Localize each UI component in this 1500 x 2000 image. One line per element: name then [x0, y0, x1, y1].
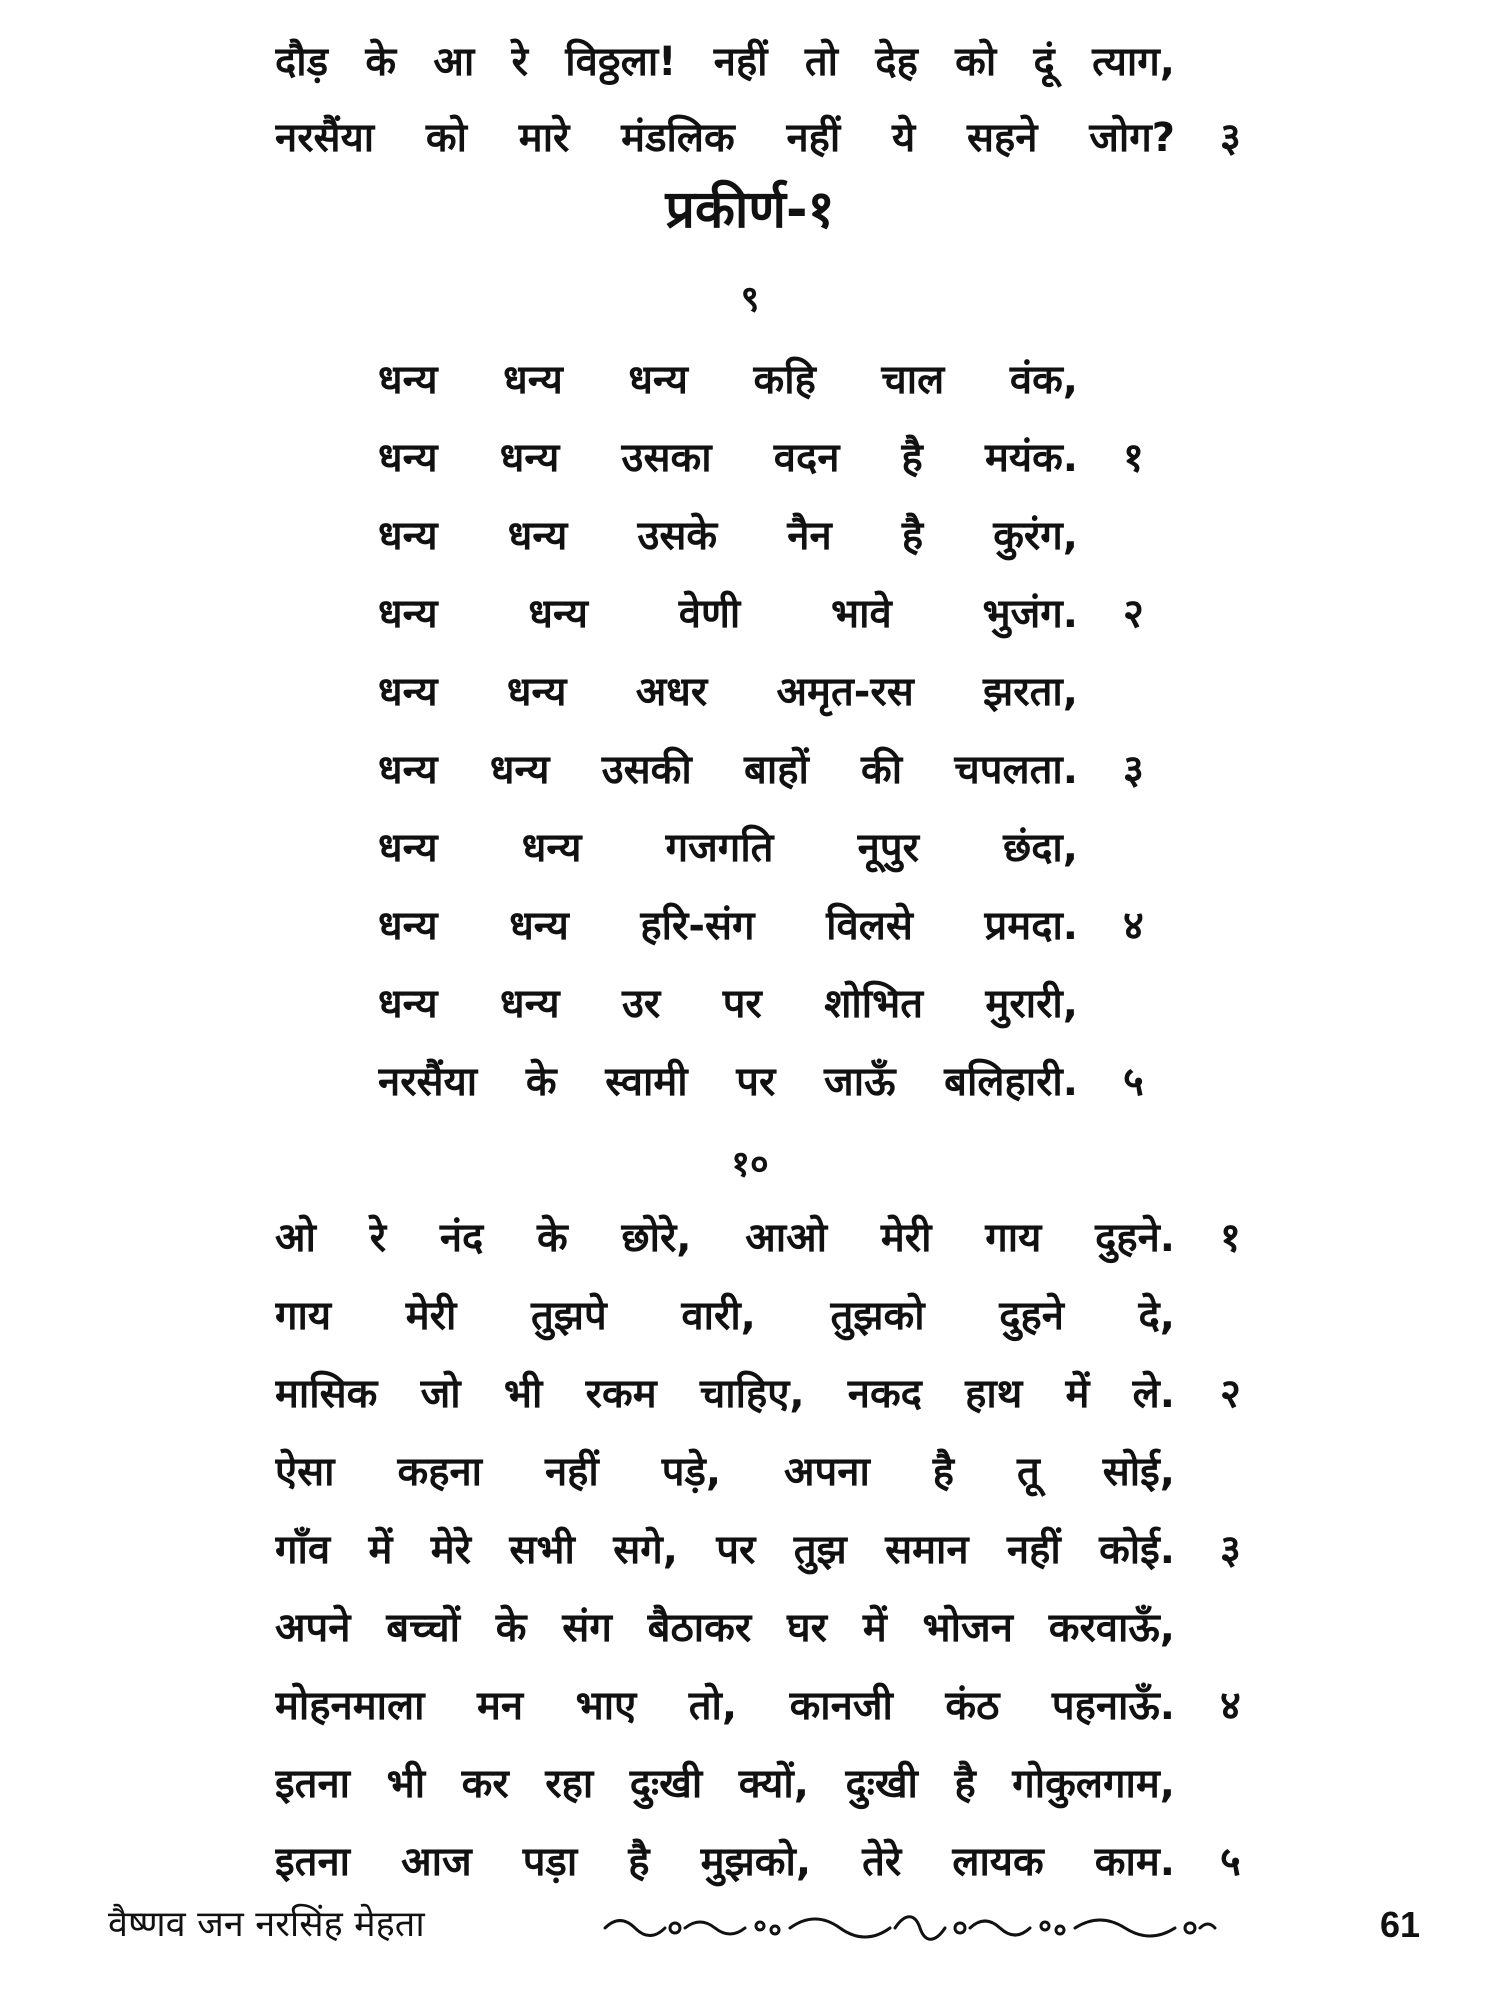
verse-number: ४: [1123, 903, 1144, 949]
verse-text: गाय मेरी तुझपे वारी, तुझको दुहने दे,: [275, 1293, 1175, 1339]
verse-line: [378, 584, 1144, 644]
verse-line: [378, 1052, 1144, 1112]
verse-text: धन्य धन्य उसकी बाहों की चपलता.: [378, 747, 1078, 793]
verse-line: [275, 108, 1255, 168]
verse-text: धन्य धन्य धन्य कहि चाल वंक,: [378, 357, 1078, 403]
verse-text: धन्य धन्य हरि-संग विलसे प्रमदा.: [378, 903, 1078, 949]
verse-line: [378, 896, 1144, 956]
verse-number: २: [1123, 591, 1144, 637]
verse-number: ५: [1123, 1059, 1144, 1105]
verse-number: ३: [1220, 1527, 1241, 1573]
verse-line: [378, 662, 1138, 722]
verse-line: [275, 1286, 1255, 1346]
verse-text: इतना भी कर रहा दुःखी क्यों, दुःखी है गोकुलगाम,: [275, 1761, 1175, 1807]
verse-text: नरसैंया के स्वामी पर जाऊँ बलिहारी.: [378, 1059, 1078, 1105]
verse-number: ४: [1220, 1683, 1241, 1729]
verse-number: १: [1123, 435, 1144, 481]
verse-line: [275, 1832, 1255, 1892]
verse-line: [275, 1364, 1255, 1424]
verse-text: धन्य धन्य वेणी भावे भुजंग.: [378, 591, 1078, 637]
verse-text: अपने बच्चों के संग बैठाकर घर में भोजन करवाऊँ,: [275, 1605, 1175, 1651]
verse-text: गाँव में मेरे सभी सगे, पर तुझ समान नहीं कोई.: [275, 1527, 1175, 1573]
verse-line: [378, 428, 1144, 488]
verse-number: १: [1220, 1215, 1241, 1261]
verse-text: मासिक जो भी रकम चाहिए, नकद हाथ में ले.: [275, 1371, 1175, 1417]
verse-line: [378, 974, 1138, 1034]
verse-text: मोहनमाला मन भाए तो, कानजी कंठ पहनाऊँ.: [275, 1683, 1175, 1729]
verse-text: धन्य धन्य उर पर शोभित मुरारी,: [378, 981, 1078, 1027]
song-number: १०: [731, 1144, 769, 1185]
verse-text: ओ रे नंद के छोरे, आओ मेरी गाय दुहने.: [275, 1215, 1175, 1261]
verse-number: २: [1220, 1371, 1241, 1417]
verse-line: [275, 1598, 1255, 1658]
verse-line: [275, 1520, 1255, 1580]
verse-text: धन्य धन्य गजगति नूपुर छंदा,: [378, 825, 1078, 871]
verse-line: [378, 506, 1138, 566]
verse-text: इतना आज पड़ा है मुझको, तेरे लायक काम.: [275, 1839, 1175, 1885]
section-title: प्रकीर्ण-१: [665, 180, 835, 240]
footer-book-title: वैष्णव जन नरसिंह मेहता: [108, 1904, 425, 1945]
page-number: 61: [1379, 1904, 1420, 1945]
song-number: ९: [740, 279, 760, 320]
verse-number: ३: [1123, 747, 1144, 793]
verse-text: धन्य धन्य उसका वदन है मयंक.: [378, 435, 1078, 481]
ornament-divider-icon: [600, 1908, 1220, 1948]
verse-line: [378, 818, 1138, 878]
verse-text: नरसैंया को मारे मंडलिक नहीं ये सहने जोग?: [275, 115, 1175, 161]
verse-line: [378, 350, 1138, 410]
verse-number: ३: [1220, 115, 1241, 161]
verse-line: [378, 740, 1144, 800]
verse-text: धन्य धन्य उसके नैन है कुरंग,: [378, 513, 1078, 559]
verse-text: ऐसा कहना नहीं पड़े, अपना है तू सोई,: [275, 1449, 1175, 1495]
verse-line: [275, 32, 1195, 92]
verse-number: ५: [1220, 1839, 1241, 1885]
verse-text: धन्य धन्य अधर अमृत-रस झरता,: [378, 669, 1078, 715]
verse-line: [275, 1754, 1255, 1814]
verse-text: दौड़ के आ रे विठ्ठला! नहीं तो देह को दूं त्याग,: [275, 39, 1175, 85]
verse-line: [275, 1676, 1255, 1736]
verse-line: [275, 1208, 1255, 1268]
verse-line: [275, 1442, 1255, 1502]
